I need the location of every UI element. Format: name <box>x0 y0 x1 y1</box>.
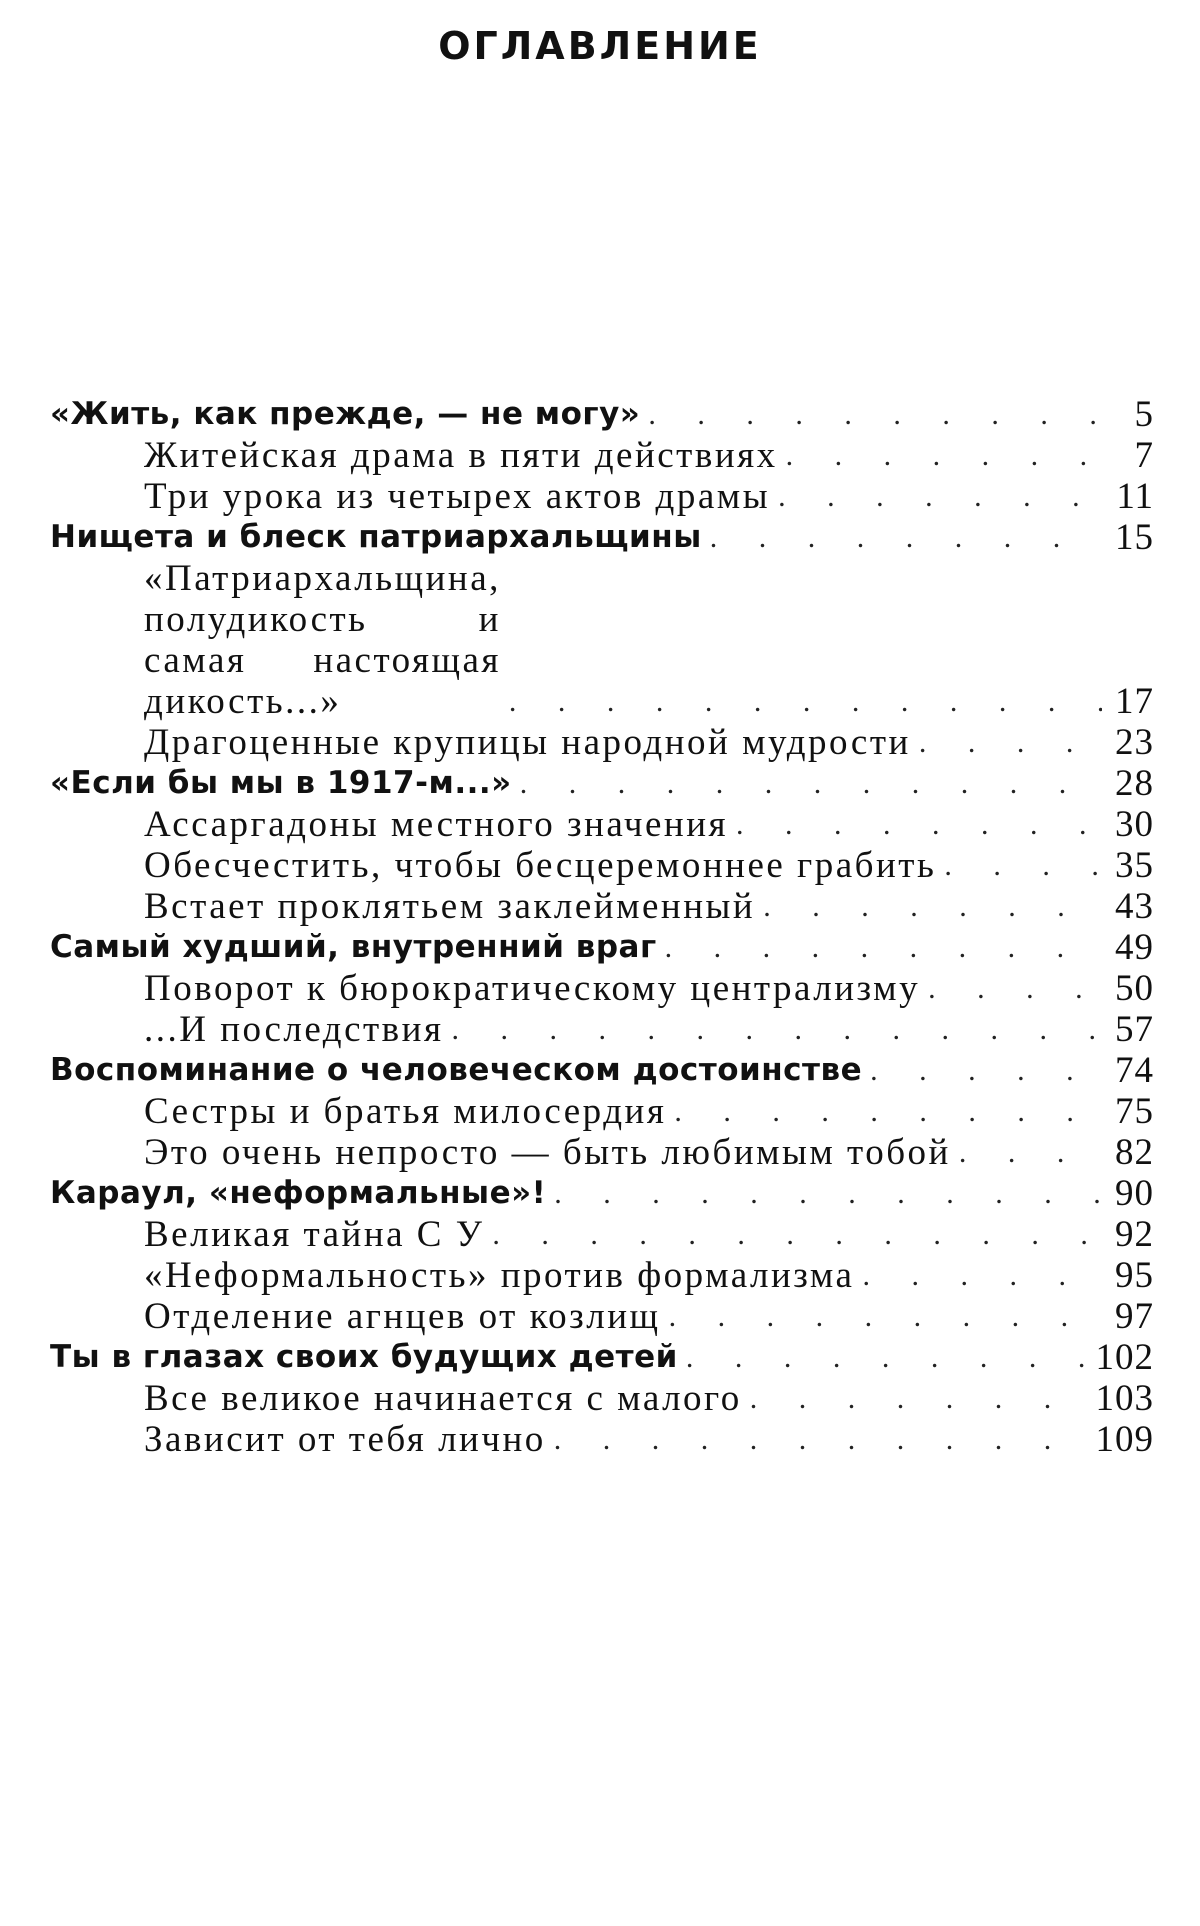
toc-entry-title: ...И последствия <box>144 1009 444 1050</box>
toc-dot-leader <box>778 476 1102 517</box>
toc-dot-leader <box>451 1009 1102 1050</box>
toc-dot-leader <box>736 804 1102 845</box>
toc-page-number: 5 <box>1134 394 1154 435</box>
toc-page-number: 17 <box>1115 681 1154 722</box>
toc-dot-leader <box>928 968 1102 1009</box>
toc-page-number: 43 <box>1115 886 1154 927</box>
toc-page-number: 50 <box>1115 968 1154 1009</box>
toc-dot-leader <box>520 763 1102 804</box>
toc-dot-leader <box>750 1378 1088 1419</box>
toc-dot-leader <box>763 886 1102 927</box>
toc-entry-title: Нищета и блеск патриархальщины <box>50 519 702 555</box>
toc-dot-leader <box>669 1296 1102 1337</box>
toc-section-entry[interactable] <box>50 1214 1154 1255</box>
toc-page-number: 30 <box>1115 804 1154 845</box>
toc-dot-leader <box>786 435 1102 476</box>
toc-dot-leader <box>648 394 1102 435</box>
toc-section-entry[interactable] <box>50 1419 1154 1460</box>
toc-section-entry[interactable] <box>50 1091 1154 1132</box>
toc-dot-leader <box>710 517 1102 558</box>
toc-chapter-entry[interactable] <box>50 1337 1154 1378</box>
toc-page-number: 11 <box>1116 476 1154 517</box>
toc-entry-title: Три урока из четырех актов драмы <box>144 476 771 517</box>
toc-page-number: 97 <box>1115 1296 1154 1337</box>
toc-section-entry[interactable] <box>50 1296 1154 1337</box>
toc-page-number: 49 <box>1115 927 1154 968</box>
toc-entry-title: «Жить, как прежде, — не могу» <box>50 396 641 432</box>
toc-entry-title: Отделение агнцев от козлищ <box>144 1296 661 1337</box>
toc-entry-title: Зависит от тебя лично <box>144 1419 546 1460</box>
toc-section-entry[interactable] <box>50 558 1154 722</box>
toc-page-number: 95 <box>1115 1255 1154 1296</box>
toc-page-number: 103 <box>1095 1378 1154 1419</box>
toc-page-number: 57 <box>1115 1009 1154 1050</box>
toc-section-entry[interactable] <box>50 845 1154 886</box>
toc-dot-leader <box>959 1132 1102 1173</box>
toc-page-number: 74 <box>1115 1050 1154 1091</box>
toc-dot-leader <box>686 1337 1088 1378</box>
toc-entry-title: «Если бы мы в 1917-м...» <box>50 765 512 801</box>
toc-page-number: 109 <box>1095 1419 1154 1460</box>
toc-section-entry[interactable] <box>50 1009 1154 1050</box>
toc-section-entry[interactable] <box>50 886 1154 927</box>
table-of-contents <box>50 394 1154 1460</box>
toc-chapter-entry[interactable] <box>50 1050 1154 1091</box>
toc-entry-title: Сестры и братья милосердия <box>144 1091 667 1132</box>
toc-page-number: 75 <box>1115 1091 1154 1132</box>
toc-entry-title: Воспоминание о человеческом достоинстве <box>50 1052 863 1088</box>
toc-entry-title: Обесчестить, чтобы бесцеремоннее грабить <box>144 845 937 886</box>
toc-dot-leader <box>870 1050 1102 1091</box>
toc-chapter-entry[interactable] <box>50 394 1154 435</box>
toc-chapter-entry[interactable] <box>50 927 1154 968</box>
toc-entry-title: Ассаргадоны местного значения <box>144 804 729 845</box>
toc-entry-title: Ты в глазах своих будущих детей <box>50 1339 678 1375</box>
toc-entry-title: «Неформальность» против формализма <box>144 1255 855 1296</box>
toc-entry-title: «Патриархальщина, полудикость и самая настоящая дикость...» <box>144 558 501 722</box>
toc-entry-title: Драгоценные крупицы народной мудрости <box>144 722 911 763</box>
toc-dot-leader <box>665 927 1102 968</box>
toc-dot-leader <box>509 681 1102 722</box>
toc-section-entry[interactable] <box>50 1255 1154 1296</box>
toc-dot-leader <box>492 1214 1102 1255</box>
toc-dot-leader <box>862 1255 1102 1296</box>
toc-dot-leader <box>554 1419 1088 1460</box>
toc-section-entry[interactable] <box>50 1132 1154 1173</box>
toc-section-entry[interactable] <box>50 435 1154 476</box>
toc-section-entry[interactable] <box>50 804 1154 845</box>
toc-section-entry[interactable] <box>50 722 1154 763</box>
toc-page-number: 28 <box>1115 763 1154 804</box>
toc-page-number: 15 <box>1115 517 1154 558</box>
toc-dot-leader <box>919 722 1102 763</box>
toc-page-number: 90 <box>1115 1173 1154 1214</box>
toc-entry-title: Великая тайна С У <box>144 1214 485 1255</box>
toc-section-entry[interactable] <box>50 968 1154 1009</box>
toc-dot-leader <box>554 1173 1102 1214</box>
toc-chapter-entry[interactable] <box>50 763 1154 804</box>
page-title: ОГЛАВЛЕНИЕ <box>438 24 762 68</box>
toc-entry-title: Самый худший, внутренний враг <box>50 929 657 965</box>
toc-dot-leader <box>944 845 1102 886</box>
toc-section-entry[interactable] <box>50 1378 1154 1419</box>
toc-entry-title: Это очень непросто — быть любимым тобой <box>144 1132 951 1173</box>
toc-chapter-entry[interactable] <box>50 517 1154 558</box>
toc-section-entry[interactable] <box>50 476 1154 517</box>
toc-page-number: 7 <box>1134 435 1154 476</box>
toc-entry-title: Житейская драма в пяти действиях <box>144 435 778 476</box>
toc-dot-leader <box>674 1091 1102 1132</box>
toc-chapter-entry[interactable] <box>50 1173 1154 1214</box>
toc-page-number: 23 <box>1115 722 1154 763</box>
toc-entry-title: Встает проклятьем заклейменный <box>144 886 756 927</box>
toc-entry-title: Караул, «неформальные»! <box>50 1175 547 1211</box>
toc-page-number: 82 <box>1115 1132 1154 1173</box>
toc-entry-title: Поворот к бюрократическому централизму <box>144 968 921 1009</box>
toc-entry-title: Все великое начинается с малого <box>144 1378 742 1419</box>
toc-page-number: 35 <box>1115 845 1154 886</box>
toc-page-number: 102 <box>1095 1337 1154 1378</box>
toc-page-number: 92 <box>1115 1214 1154 1255</box>
